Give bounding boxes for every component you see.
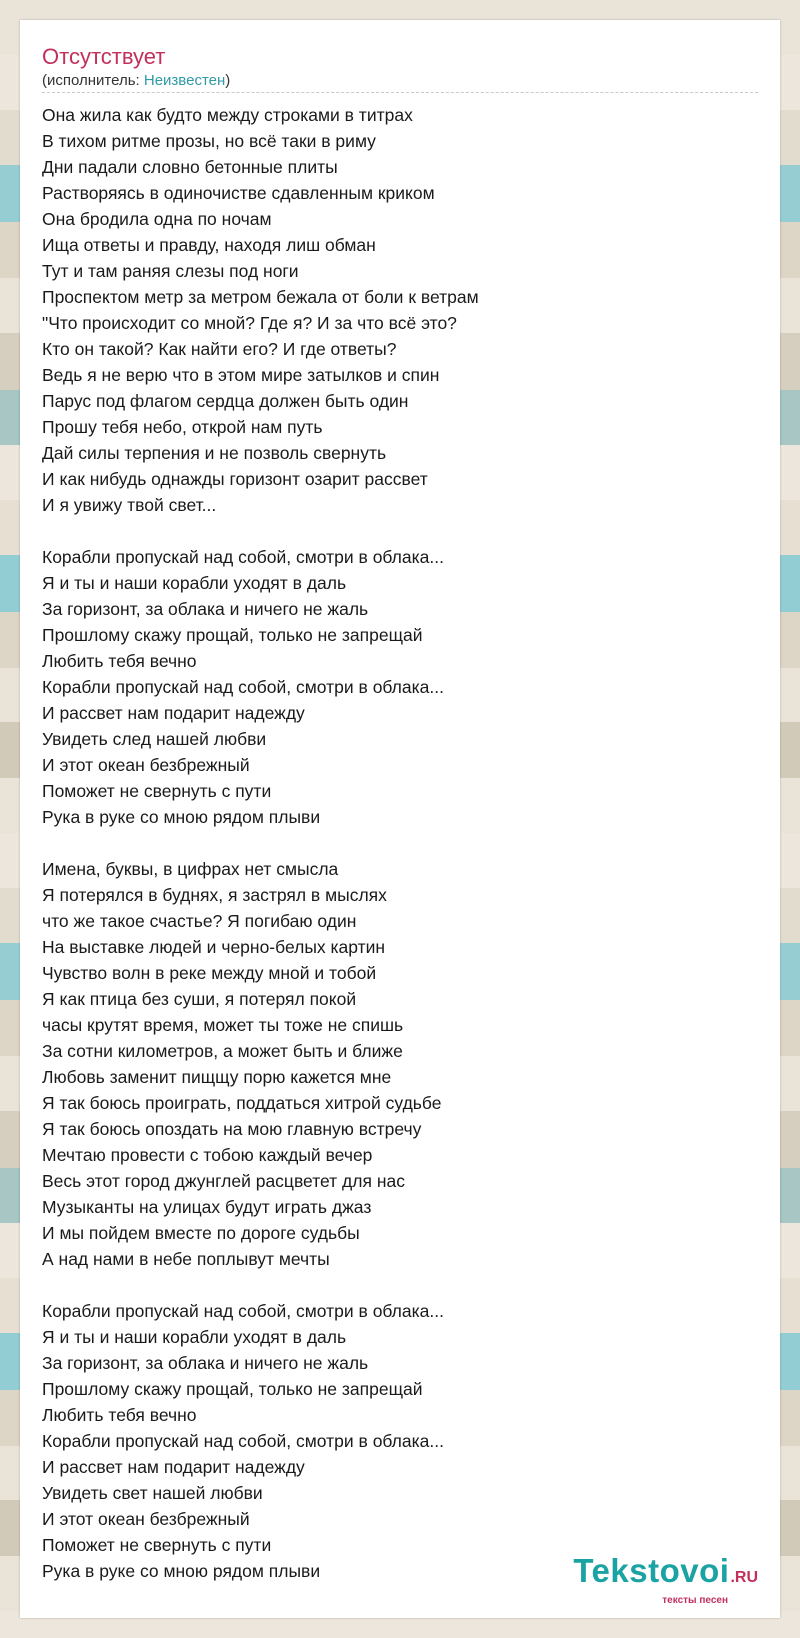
lyric-line: Она бродила одна по ночам — [42, 209, 272, 229]
lyric-line: И этот океан безбрежный — [42, 755, 250, 775]
lyric-line: А над нами в небе поплывут мечты — [42, 1249, 330, 1269]
lyric-line: И этот океан безбрежный — [42, 1509, 250, 1529]
lyric-line: Корабли пропускай над собой, смотри в облака... — [42, 1431, 444, 1451]
lyrics-stanza — [42, 1298, 742, 1584]
logo-wordmark — [548, 1554, 758, 1595]
lyric-line: Прошлому скажу прощай, только не запрещай — [42, 625, 423, 645]
lyric-line: Корабли пропускай над собой, смотри в облака... — [42, 547, 444, 567]
artist-suffix: ) — [225, 72, 231, 89]
lyric-line: Корабли пропускай над собой, смотри в облака... — [42, 1301, 444, 1321]
lyric-line: Прошлому скажу прощай, только не запрещай — [42, 1379, 423, 1399]
lyric-line: Имена, буквы, в цифрах нет смысла — [42, 859, 339, 879]
lyric-line: На выставке людей и черно-белых картин — [42, 937, 386, 957]
lyric-line: И как нибудь однажды горизонт озарит рассвет — [42, 469, 428, 489]
lyrics-stanza — [42, 544, 742, 830]
lyric-line: Ведь я не верю что в этом мире затылков и спин — [42, 365, 440, 385]
lyric-line: Я и ты и наши корабли уходят в даль — [42, 1327, 347, 1347]
lyrics-body — [42, 102, 742, 1610]
lyric-line: Дни падали словно бетонные плиты — [42, 157, 338, 177]
divider — [42, 92, 758, 93]
lyric-line: Я как птица без суши, я потерял покой — [42, 989, 357, 1009]
lyric-line: Кто он такой? Как найти его? И где ответы? — [42, 339, 397, 359]
lyric-line: "Что происходит со мной? Где я? И за что всё это? — [42, 313, 457, 333]
lyrics-stanza — [42, 856, 742, 1272]
lyrics-card — [20, 20, 780, 1618]
site-logo[interactable] — [548, 1554, 758, 1606]
artist-link[interactable]: Неизвестен — [143, 72, 226, 89]
lyric-line: Корабли пропускай над собой, смотри в облака... — [42, 677, 444, 697]
lyric-line: что же такое счастье? Я погибаю один — [42, 911, 357, 931]
lyric-line: Музыканты на улицах будут играть джаз — [42, 1197, 372, 1217]
logo-domain: .RU — [730, 1569, 758, 1586]
lyric-line: часы крутят время, может ты тоже не спишь — [42, 1015, 404, 1035]
lyric-line: Поможет не свернуть с пути — [42, 1535, 272, 1555]
lyric-line: Чувство волн в реке между мной и тобой — [42, 963, 377, 983]
lyric-line: В тихом ритме прозы, но всё таки в риму — [42, 131, 376, 151]
logo-main-text: Tekstovoi — [573, 1552, 730, 1589]
lyric-line: И рассвет нам подарит надежду — [42, 1457, 305, 1477]
lyric-line: И рассвет нам подарит надежду — [42, 703, 305, 723]
lyric-line: Я и ты и наши корабли уходят в даль — [42, 573, 347, 593]
lyric-line: За сотни километров, а может быть и ближе — [42, 1041, 403, 1061]
lyric-line: Рука в руке со мною рядом плыви — [42, 807, 321, 827]
lyric-line: Я так боюсь проиграть, поддаться хитрой судьбе — [42, 1093, 442, 1113]
lyric-line: Увидеть свет нашей любви — [42, 1483, 263, 1503]
artist-line — [42, 72, 230, 90]
lyric-line: Дай силы терпения и не позволь свернуть — [42, 443, 387, 463]
logo-tagline: тексты песен — [662, 1595, 728, 1606]
lyric-line: Рука в руке со мною рядом плыви — [42, 1561, 321, 1581]
lyric-line: Любовь заменит пищщу порю кажется мне — [42, 1067, 392, 1087]
song-title: Отсутствует — [42, 44, 166, 69]
lyric-line: Любить тебя вечно — [42, 651, 197, 671]
artist-prefix: (исполнитель: — [42, 72, 144, 89]
lyric-line: Проспектом метр за метром бежала от боли к ветрам — [42, 287, 479, 307]
lyric-line: Увидеть след нашей любви — [42, 729, 267, 749]
lyrics-stanza — [42, 102, 742, 518]
lyric-line: Мечтаю провести с тобою каждый вечер — [42, 1145, 373, 1165]
lyric-line: Тут и там раняя слезы под ноги — [42, 261, 299, 281]
lyric-line: Она жила как будто между строками в титрах — [42, 105, 413, 125]
lyric-line: Весь этот город джунглей расцветет для нас — [42, 1171, 405, 1191]
lyric-line: Я потерялся в буднях, я застрял в мыслях — [42, 885, 387, 905]
lyric-line: Любить тебя вечно — [42, 1405, 197, 1425]
lyric-line: Растворяясь в одиночистве сдавленным криком — [42, 183, 435, 203]
lyric-line: За горизонт, за облака и ничего не жаль — [42, 599, 369, 619]
lyric-line: Парус под флагом сердца должен быть один — [42, 391, 409, 411]
lyric-line: Поможет не свернуть с пути — [42, 781, 272, 801]
lyric-line: Ища ответы и правду, находя лиш обман — [42, 235, 376, 255]
lyric-line: За горизонт, за облака и ничего не жаль — [42, 1353, 369, 1373]
lyric-line: Я так боюсь опоздать на мою главную встречу — [42, 1119, 422, 1139]
lyric-line: Прошу тебя небо, открой нам путь — [42, 417, 323, 437]
lyric-line: И мы пойдем вместе по дороге судьбы — [42, 1223, 360, 1243]
lyric-line: И я увижу твой свет... — [42, 495, 217, 515]
